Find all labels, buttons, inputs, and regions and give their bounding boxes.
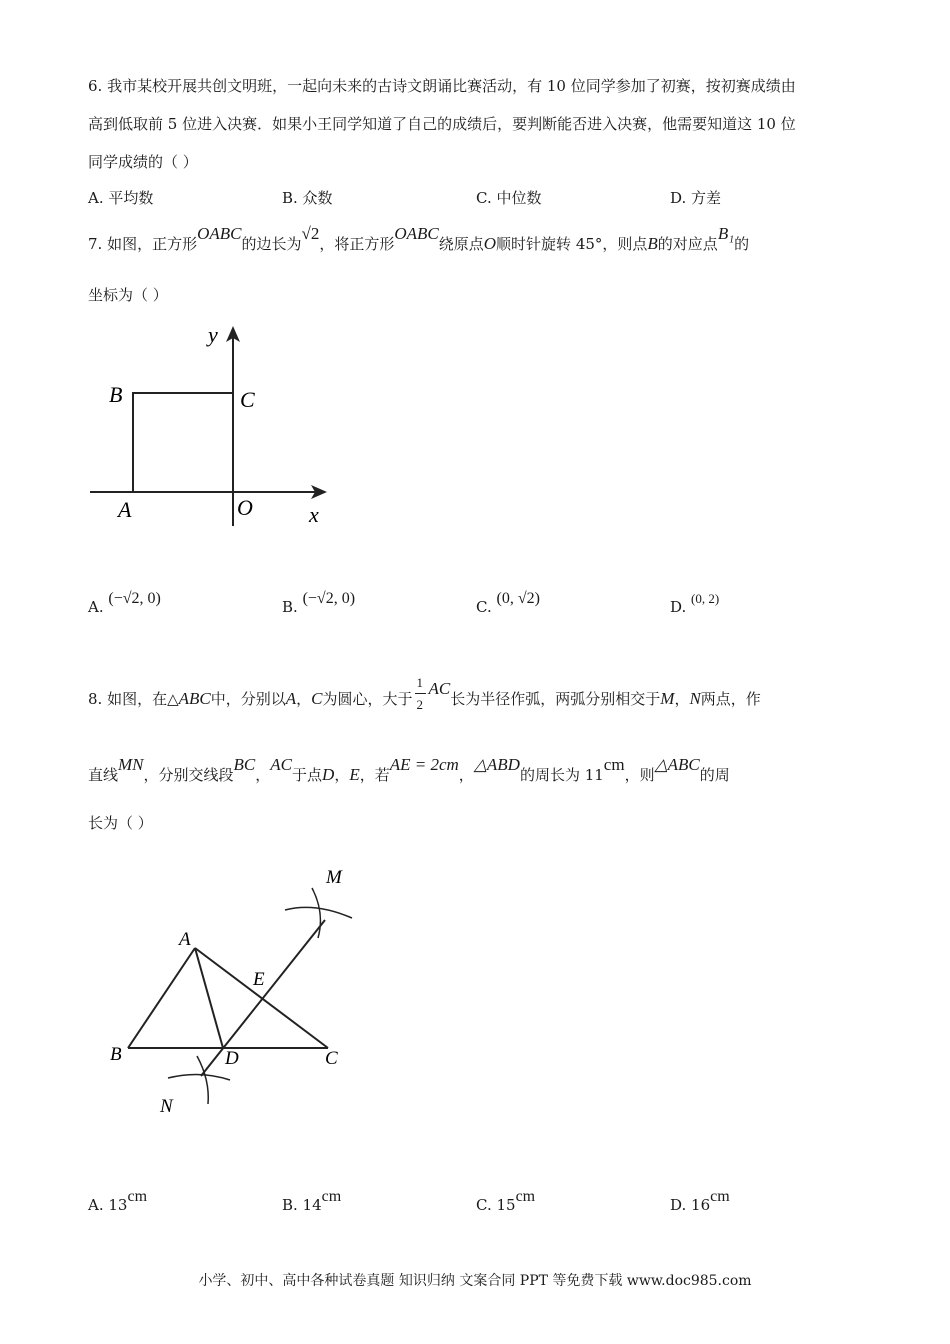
label-c: C [240,387,255,412]
side-ac [195,948,328,1048]
q8-math: AC [428,679,451,698]
label-b: B [110,1044,122,1065]
q8-text: 8. 如图，在△ [88,690,179,708]
q8-text: 为圆心，大于 [322,690,413,708]
q8-text: ，若 [359,766,390,784]
q8-line-1 [88,676,761,716]
q8-math: cm [603,755,625,774]
option-letter: B. 14 [282,1196,322,1214]
option-value: (−√2, 0) [108,590,161,607]
segment-ad [195,948,223,1048]
option-letter: D. [670,598,687,616]
q7-math: OABC [197,224,242,243]
q8-text: 的周长为 11 [519,766,604,784]
label-a: A [179,929,191,950]
q7-option-b[interactable] [282,590,356,617]
q8-text: 中，分别以 [210,690,286,708]
q7-text: 绕原点 [438,235,484,253]
option-unit: cm [321,1188,342,1205]
q8-text: ，分别交线段 [143,766,234,784]
option-letter: A. 13 [88,1196,128,1214]
q7-option-a[interactable] [88,590,161,617]
q7-line-1 [88,224,750,255]
fraction-one-half [413,676,429,716]
q8-figure [100,858,370,1118]
option-value: (0, √2) [496,590,540,607]
q7-option-c[interactable] [476,590,540,617]
q7-text: 的 [734,235,750,253]
q7-math: OABC [394,224,439,243]
q7-text: ，将正方形 [319,235,395,253]
q6-line-2: 高到低取前 5 位进入决赛．如果小王同学知道了自己的成绩后，要判断能否进入决赛，他需要知道这 10 位 [88,115,796,133]
q7-figure [85,318,345,538]
option-value: (−√2, 0) [302,590,356,607]
q7-option-d[interactable] [670,591,720,616]
label-c: C [325,1048,338,1069]
q6-option-d[interactable]: D. 方差 [670,189,722,207]
option-letter: D. 16 [670,1196,711,1214]
q7-math: √2 [301,224,320,243]
arc-lower-2 [197,1056,208,1104]
q8-math: E [349,765,360,784]
q8-text: ，则 [624,766,655,784]
q6-option-b[interactable]: B. 众数 [282,189,333,207]
q8-text: ， [255,766,271,784]
label-b: B [109,382,123,407]
option-letter: C. 15 [476,1196,516,1214]
q7-text: 顺时针旋转 45°，则点 [496,235,648,253]
q8-math: AE = 2cm [389,755,459,774]
side-ab [128,948,195,1048]
q8-text: ， [458,766,474,784]
q8-option-b[interactable] [282,1188,342,1215]
line-mn [201,920,325,1076]
q7-line-2: 坐标为（ ） [88,286,168,304]
q8-math: △ABD [473,755,520,774]
q8-text: 长为半径作弧，两弧分别相交于 [450,690,661,708]
q8-text: 两点，作 [700,690,761,708]
q7-text: 的边长为 [241,235,302,253]
label-d: D [225,1048,239,1069]
q6-line-3: 同学成绩的（ ） [88,153,198,171]
q8-text: 于点 [292,766,323,784]
option-letter: A. [88,598,104,616]
q8-math: A [285,689,297,708]
q8-math: C [311,689,323,708]
q8-math: ABC [178,689,211,708]
arc-lower-1 [168,1074,230,1080]
q6-option-c[interactable]: C. 中位数 [476,189,542,207]
label-x: x [309,502,319,527]
label-a: A [118,497,132,522]
q7-math: O [483,234,497,253]
q8-math: D [322,765,335,784]
option-unit: cm [127,1188,148,1205]
q8-math: MN [118,755,144,774]
q8-math: BC [233,755,256,774]
q8-math: AC [270,755,293,774]
option-letter: C. [476,598,492,616]
q6-line-1: 6. 我市某校开展共创文明班，一起向未来的古诗文朗诵比赛活动，有 10 位同学参加了初赛，按初赛成绩由 [88,77,796,95]
footer[interactable]: 小学、初中、高中各种试卷真题 知识归纳 文案合同 PPT 等免费下载 www.doc985.com [198,1273,752,1289]
square-oabc [133,393,233,492]
q8-math: △ABC [654,755,700,774]
label-n: N [160,1096,173,1117]
q8-math: M [660,689,675,708]
q8-math: N [689,689,701,708]
frac-denominator: 2 [416,697,424,712]
option-value: (0, 2) [691,591,720,606]
label-m: M [326,867,342,888]
q8-option-c[interactable] [476,1188,536,1215]
q7-text: 的对应点 [657,235,718,253]
option-unit: cm [515,1188,536,1205]
option-letter: B. [282,598,298,616]
q7-math: B [647,234,658,253]
q8-option-a[interactable] [88,1188,148,1215]
q8-line-3: 长为（ ） [88,814,153,832]
label-y: y [208,322,218,347]
q8-text: ， [334,766,350,784]
q8-text: 的周 [699,766,730,784]
q8-option-d[interactable] [670,1188,730,1215]
arc-upper-1 [285,907,352,918]
frac-numerator: 1 [416,675,424,690]
q7-math: B₁ [717,224,735,243]
q8-line-2 [88,755,730,786]
q8-text: 直线 [88,766,119,784]
q8-text: ， [296,690,312,708]
q8-text: ， [674,690,690,708]
q7-text: 7. 如图，正方形 [88,235,198,253]
option-unit: cm [710,1188,730,1205]
label-e: E [253,969,265,990]
label-o: O [237,495,253,520]
q6-option-a[interactable]: A. 平均数 [88,189,154,207]
